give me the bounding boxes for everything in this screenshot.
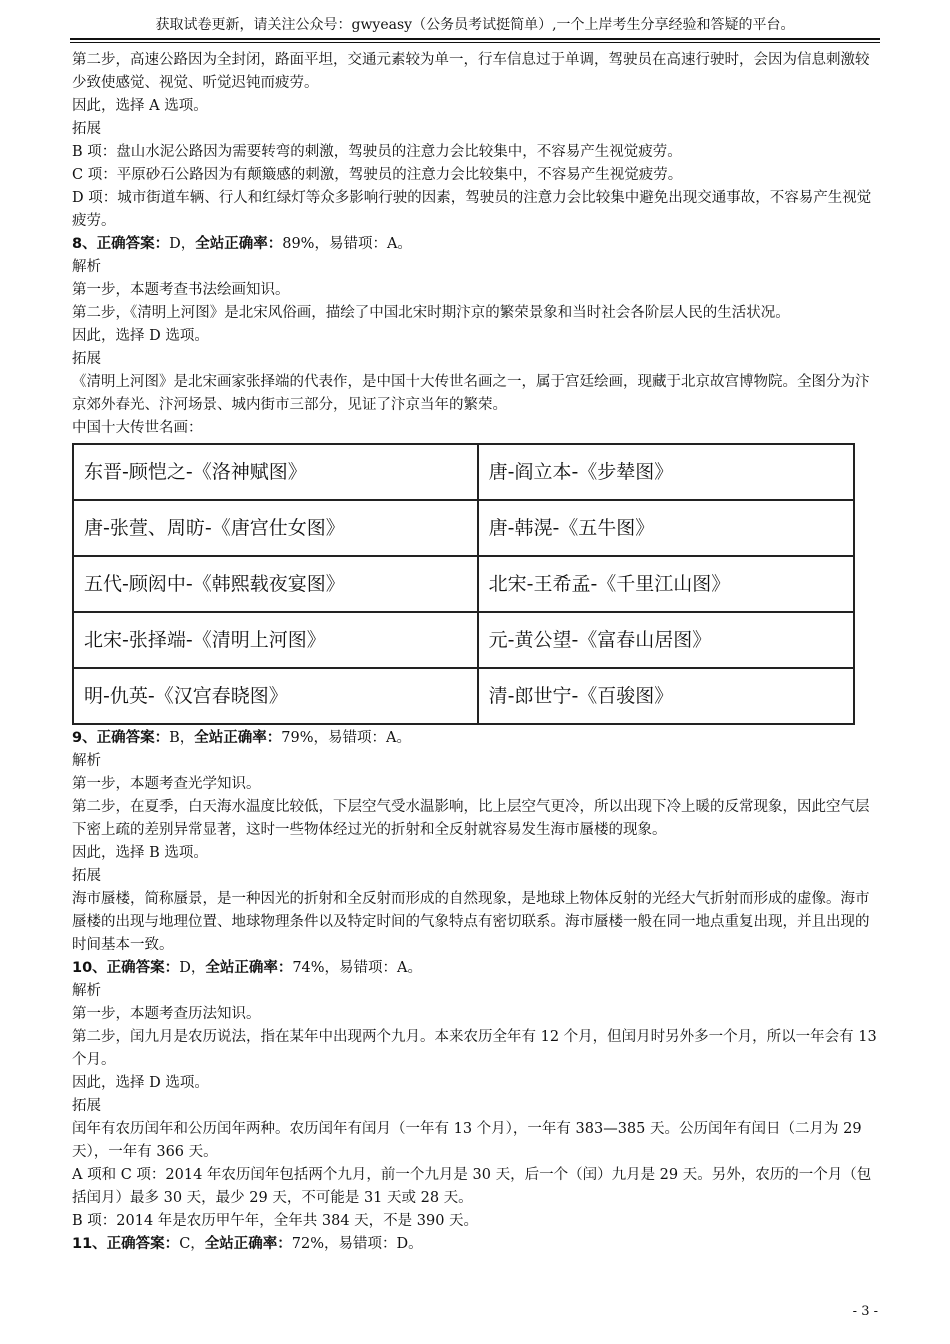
answer-line-q9 [72, 727, 878, 750]
paragraph: 第一步，本题考查历法知识。 [72, 1006, 261, 1022]
answer-value: C， [179, 1236, 205, 1252]
section-label: 拓展 [72, 121, 101, 137]
answer-label: 11、正确答案： [72, 1236, 180, 1252]
table-cell: 东晋-顾恺之-《洛神赋图》 [73, 444, 478, 500]
header-rule-thin [70, 42, 880, 43]
section-label: 拓展 [72, 1098, 101, 1114]
paragraph: 因此，选择 D 选项。 [72, 328, 209, 344]
paragraph: 因此，选择 D 选项。 [72, 1075, 209, 1091]
paragraph: 因此，选择 A 选项。 [72, 98, 208, 114]
paragraph: 中国十大传世名画： [72, 420, 203, 436]
rate-label: 全站正确率： [204, 1236, 292, 1252]
paragraph: 第二步，《清明上河图》是北宋风俗画，描绘了中国北宋时期汴京的繁荣景象和当时社会各阶层人民的生活状况。 [72, 305, 790, 321]
paragraph: 《清明上河图》是北宋画家张择端的代表作，是中国十大传世名画之一，属于宫廷绘画，现藏于北京故宫博物院。全图分为汴京郊外春光、汴河场景、城内街市三部分，见证了汴京当年的繁荣。 [72, 374, 870, 413]
page-header: 获取试卷更新，请关注公众号：gwyeasy（公务员考试挺简单）,一个上岸考生分享经验和答疑的平台。 [155, 17, 795, 33]
rate-label: 全站正确率： [195, 236, 283, 252]
paragraph: 海市蜃楼，简称蜃景，是一种因光的折射和全反射而形成的自然现象，是地球上物体反射的光经大气折射而形成的虚像。海市蜃楼的出现与地理位置、地球物理条件以及特定时间的气象特点有密切联系。海市蜃楼一般在同一地点重复出现，并且出现的时间基本一致。 [72, 891, 870, 953]
table-row [73, 556, 854, 612]
answer-value: D， [169, 236, 196, 252]
answer-line-q10 [72, 957, 878, 980]
answer-line-q11 [72, 1233, 878, 1256]
rate-label: 全站正确率： [194, 730, 282, 746]
table-row [73, 668, 854, 724]
rate-value: 72%，易错项：D。 [291, 1236, 423, 1252]
paintings-table [72, 443, 855, 725]
section-label: 拓展 [72, 868, 101, 884]
rate-label: 全站正确率： [205, 960, 293, 976]
paragraph: D 项：城市街道车辆、行人和红绿灯等众多影响行驶的因素，驾驶员的注意力会比较集中避免出现交通事故，不容易产生视觉疲劳。 [72, 190, 872, 229]
rate-value: 74%，易错项：A。 [292, 960, 423, 976]
paragraph: 闰年有农历闰年和公历闰年两种。农历闰年有闰月（一年有 13 个月），一年有 383—385 天。公历闰年有闰日（二月为 29 天），一年有 366 天。 [72, 1121, 862, 1160]
paragraph: 第二步，在夏季，白天海水温度比较低，下层空气受水温影响，比上层空气更冷，所以出现下冷上暖的反常现象，因此空气层下密上疏的差别异常显著，这时一些物体经过光的折射和全反射就容易发生海市蜃楼的现象。 [72, 799, 870, 838]
answer-line-q8 [72, 233, 878, 256]
section-label: 解析 [72, 259, 101, 275]
paragraph: A 项和 C 项：2014 年农历闰年包括两个九月，前一个九月是 30 天，后一个（闰）九月是 29 天。另外，农历的一个月（包括闰月）最多 30 天，最少 29 天，不可能是 31 天或 28 天。 [72, 1167, 872, 1206]
paragraph: 因此，选择 B 选项。 [72, 845, 208, 861]
paragraph: 第二步，闰九月是农历说法，指在某年中出现两个九月。本来农历全年有 12 个月，但闰月时另外多一个月，所以一年会有 13 个月。 [72, 1029, 877, 1068]
section-label: 解析 [72, 983, 101, 999]
answer-label: 8、正确答案： [72, 236, 170, 252]
rate-value: 89%，易错项：A。 [282, 236, 412, 252]
page-number: - 3 - [852, 1304, 878, 1319]
answer-label: 9、正确答案： [72, 730, 170, 746]
table-cell: 元-黄公望-《富春山居图》 [478, 612, 854, 668]
table-cell: 唐-阎立本-《步辇图》 [478, 444, 854, 500]
table-cell: 北宋-王希孟-《千里江山图》 [478, 556, 854, 612]
section-label: 拓展 [72, 351, 101, 367]
paragraph: 第一步，本题考查光学知识。 [72, 776, 261, 792]
header-rule [70, 38, 880, 40]
table-cell: 清-郎世宁-《百骏图》 [478, 668, 854, 724]
paragraph: B 项：2014 年是农历甲午年，全年共 384 天，不是 390 天。 [72, 1213, 479, 1229]
table-cell: 唐-张萱、周昉-《唐宫仕女图》 [73, 500, 478, 556]
table-row [73, 500, 854, 556]
paragraph: C 项：平原砂石公路因为有颠簸感的刺激，驾驶员的注意力会比较集中，不容易产生视觉疲劳。 [72, 167, 683, 183]
paragraph: 第一步，本题考查书法绘画知识。 [72, 282, 290, 298]
table-row [73, 444, 854, 500]
answer-value: B， [169, 730, 195, 746]
answer-value: D， [179, 960, 206, 976]
table-cell: 唐-韩滉-《五牛图》 [478, 500, 854, 556]
table-cell: 明-仇英-《汉宫春晓图》 [73, 668, 478, 724]
document-body [72, 49, 878, 1256]
paragraph: 第二步，高速公路因为全封闭，路面平坦，交通元素较为单一，行车信息过于单调，驾驶员在高速行驶时，会因为信息刺激较少致使感觉、视觉、听觉迟钝而疲劳。 [72, 52, 870, 91]
table-cell: 北宋-张择端-《清明上河图》 [73, 612, 478, 668]
table-cell: 五代-顾闳中-《韩熙载夜宴图》 [73, 556, 478, 612]
rate-value: 79%，易错项：A。 [281, 730, 411, 746]
paragraph: B 项：盘山水泥公路因为需要转弯的刺激，驾驶员的注意力会比较集中，不容易产生视觉疲劳。 [72, 144, 682, 160]
answer-label: 10、正确答案： [72, 960, 180, 976]
section-label: 解析 [72, 753, 101, 769]
table-row [73, 612, 854, 668]
